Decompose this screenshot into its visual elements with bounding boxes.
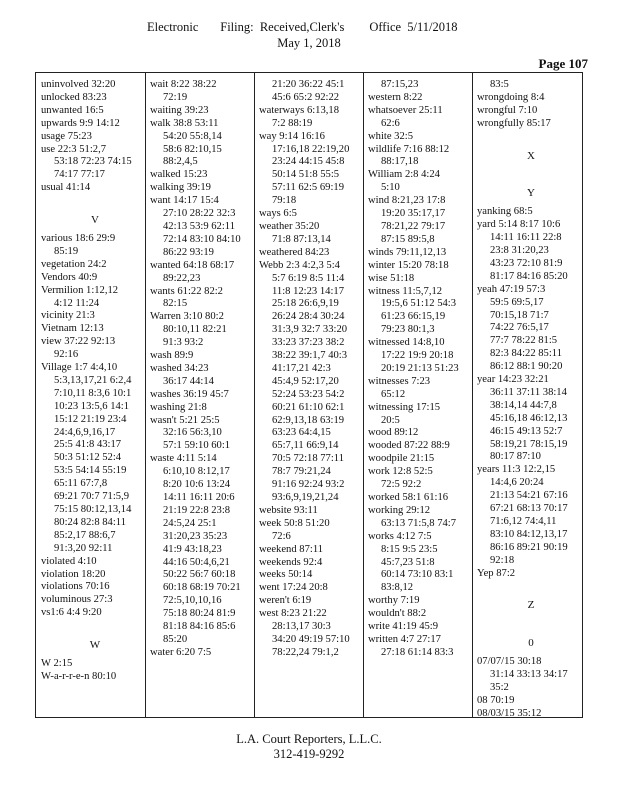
index-continuation: 8:15 9:5 23:5 — [381, 543, 438, 555]
index-entry: usage 75:23 — [41, 130, 92, 142]
index-entry: week 50:8 51:20 — [259, 517, 330, 529]
index-continuation: 78:22,24 79:1,2 — [272, 646, 339, 658]
index-continuation: 85:19 — [54, 245, 79, 257]
index-entry: uninvolved 32:20 — [41, 79, 116, 90]
index-entry: upwards 9:9 14:12 — [41, 117, 120, 129]
index-continuation: 19:20 35:17,17 — [381, 208, 446, 220]
index-entry: violated 4:10 — [41, 555, 97, 567]
index-continuation: 65:11 67:7,8 — [54, 478, 108, 490]
index-continuation: 88:2,4,5 — [163, 156, 198, 168]
index-entry: waste 4:11 5:14 — [150, 453, 217, 465]
index-continuation: 80:17 87:10 — [490, 451, 541, 463]
index-continuation: 43:23 72:10 81:9 — [490, 257, 563, 269]
index-entry: Village 1:7 4:4,10 — [41, 362, 118, 374]
index-continuation: 92:18 — [490, 554, 515, 566]
index-entry: wait 8:22 38:22 — [150, 79, 217, 90]
index-continuation: 50:22 56:7 60:18 — [163, 569, 236, 581]
index-entry: year 14:23 32:21 — [477, 374, 549, 386]
index-continuation: 85:2,17 88:6,7 — [54, 529, 116, 541]
index-entry: west 8:23 21:22 — [259, 608, 327, 620]
index-column-3 — [259, 79, 367, 711]
index-entry: various 18:6 29:9 — [41, 232, 116, 244]
index-entry: works 4:12 7:5 — [368, 530, 432, 542]
index-continuation: 72:14 83:10 84:10 — [163, 233, 241, 245]
index-entry: yanking 68:5 — [477, 206, 533, 218]
index-continuation: 71:6,12 74:4,11 — [490, 516, 557, 527]
index-entry: 07/07/15 30:18 — [477, 656, 542, 668]
index-entry: want 14:17 15:4 — [150, 195, 219, 207]
index-continuation: 38:14,14 44:7,8 — [490, 399, 557, 411]
index-continuation: 86:22 93:19 — [163, 246, 214, 258]
index-entry: weekends 92:4 — [259, 556, 323, 568]
index-continuation: 34:20 49:19 57:10 — [272, 633, 350, 645]
index-entry: winter 15:20 78:18 — [368, 259, 449, 271]
index-entry: way 9:14 16:16 — [259, 130, 325, 142]
index-continuation: 44:16 50:4,6,21 — [163, 556, 230, 568]
column-divider — [363, 73, 364, 717]
index-continuation: 80:10,11 82:21 — [163, 324, 227, 336]
filing-stamp: Electronic Filing: Received,Clerk's Office 5/11/2018 — [147, 20, 458, 34]
index-entry: written 4:7 27:17 — [368, 633, 441, 645]
index-continuation: 81:18 84:16 85:6 — [163, 621, 236, 633]
index-entry: wrongdoing 8:4 — [477, 91, 545, 103]
index-continuation: 8:20 10:6 13:24 — [163, 479, 231, 491]
index-entry: wind 8:21,23 17:8 — [368, 195, 446, 207]
index-continuation: 5:10 — [381, 182, 400, 194]
index-continuation: 31:20,23 35:23 — [163, 530, 228, 542]
letter-heading: Y — [527, 187, 535, 200]
index-continuation: 91:16 92:24 93:2 — [272, 479, 345, 491]
index-continuation: 38:22 39:1,7 40:3 — [272, 350, 348, 362]
index-continuation: 86:16 89:21 90:19 — [490, 541, 568, 553]
index-continuation: 50:3 51:12 52:4 — [54, 452, 122, 464]
index-continuation: 72:19 — [163, 91, 188, 103]
index-entry: worthy 7:19 — [368, 595, 420, 607]
index-continuation: 7:2 88:19 — [272, 117, 313, 129]
blank-line — [41, 620, 149, 633]
index-continuation: 79:18 — [272, 195, 297, 207]
index-entry: use 22:3 51:2,7 — [41, 143, 107, 155]
index-entry: wooded 87:22 88:9 — [368, 440, 450, 452]
index-entry: weekend 87:11 — [259, 543, 324, 555]
index-continuation: 10:23 13:5,6 14:1 — [54, 400, 130, 412]
index-continuation: 19:5,6 51:12 54:3 — [381, 298, 457, 310]
index-entry: weathered 84:23 — [259, 246, 330, 258]
index-entry: website 93:11 — [259, 504, 318, 516]
index-continuation: 59:5 69:5,17 — [490, 296, 544, 308]
index-continuation: 60:18 68:19 70:21 — [163, 582, 241, 594]
index-entry: 08 70:19 — [477, 694, 515, 706]
index-entry: witness 11:5,7,12 — [368, 285, 443, 297]
index-entry: unlocked 83:23 — [41, 91, 107, 103]
index-continuation: 65:7,11 66:9,14 — [272, 440, 339, 452]
index-entry: walk 38:8 53:11 — [150, 117, 219, 129]
index-entry: winds 79:11,12,13 — [368, 246, 447, 258]
index-continuation: 80:24 82:8 84:11 — [54, 516, 126, 528]
index-entry: yeah 47:19 57:3 — [477, 283, 546, 295]
index-continuation: 89:22,23 — [163, 272, 201, 284]
index-continuation: 6:10,10 8:12,17 — [163, 466, 230, 478]
index-entry: Vietnam 12:13 — [41, 323, 104, 335]
index-continuation: 17:22 19:9 20:18 — [381, 350, 454, 362]
index-continuation: 72:6 — [272, 530, 291, 542]
index-entry: yard 5:14 8:17 10:6 — [477, 219, 561, 231]
index-continuation: 57:1 59:10 60:1 — [163, 440, 231, 452]
index-continuation: 62:9,13,18 63:19 — [272, 414, 345, 426]
index-entry: weeks 50:14 — [259, 569, 313, 581]
index-continuation: 41:17,21 42:3 — [272, 362, 331, 374]
index-entry: wood 89:12 — [368, 427, 419, 439]
index-entry: waterways 6:13,18 — [259, 104, 340, 116]
index-continuation: 69:21 70:7 71:5,9 — [54, 491, 130, 503]
index-continuation: 83:5 — [490, 79, 509, 90]
index-entry: vs1:6 4:4 9:20 — [41, 607, 102, 619]
index-continuation: 53:18 72:23 74:15 — [54, 156, 132, 168]
index-entry: whatsoever 25:11 — [368, 104, 443, 116]
index-continuation: 82:3 84:22 85:11 — [490, 348, 562, 360]
index-entry: W-a-r-r-e-n 80:10 — [41, 670, 117, 682]
index-continuation: 58:19,21 78:15,19 — [490, 438, 568, 450]
index-continuation: 74:22 76:5,17 — [490, 322, 549, 334]
index-continuation: 78:7 79:21,24 — [272, 466, 331, 478]
blank-line — [477, 131, 585, 144]
letter-heading: W — [89, 639, 101, 652]
index-continuation: 36:11 37:11 38:14 — [490, 386, 567, 398]
index-entry: unwanted 16:5 — [41, 104, 104, 116]
index-continuation: 86:12 88:1 90:20 — [490, 361, 563, 373]
index-continuation: 7:10,11 8:3,6 10:1 — [54, 387, 132, 399]
index-entry: weren't 6:19 — [259, 595, 312, 607]
index-continuation: 91:3,20 92:11 — [54, 542, 113, 554]
index-continuation: 5:3,13,17,21 6:2,4 — [54, 374, 132, 386]
index-continuation: 31:14 33:13 34:17 — [490, 669, 568, 681]
blank-line — [477, 581, 585, 594]
index-continuation: 4:12 11:24 — [54, 297, 100, 309]
index-continuation: 17:16,18 22:19,20 — [272, 143, 350, 155]
index-entry: washed 34:23 — [150, 362, 209, 374]
blank-line — [41, 195, 149, 208]
index-entry: violation 18:20 — [41, 568, 106, 580]
index-entry: view 37:22 92:13 — [41, 336, 116, 348]
index-continuation: 27:10 28:22 32:3 — [163, 208, 236, 220]
index-continuation: 25:5 41:8 43:17 — [54, 439, 122, 451]
index-entry: vicinity 21:3 — [41, 310, 95, 322]
index-entry: wildlife 7:16 88:12 — [368, 143, 450, 155]
letter-heading: V — [91, 214, 99, 227]
index-continuation: 62:6 — [381, 117, 400, 129]
index-continuation: 14:11 16:11 20:6 — [163, 492, 235, 503]
index-entry: vegetation 24:2 — [41, 258, 107, 270]
index-continuation: 32:16 56:3,10 — [163, 427, 222, 439]
index-entry: wrongfully 85:17 — [477, 117, 551, 129]
page-footer — [0, 732, 618, 762]
index-continuation: 31:3,9 32:7 33:20 — [272, 324, 348, 336]
index-continuation: 46:15 49:13 52:7 — [490, 425, 563, 437]
index-continuation: 11:8 12:23 14:17 — [272, 285, 344, 297]
index-continuation: 79:23 80:1,3 — [381, 324, 435, 336]
index-continuation: 41:9 43:18,23 — [163, 543, 222, 555]
index-continuation: 23:24 44:15 45:8 — [272, 156, 345, 168]
index-entry: worked 58:1 61:16 — [368, 492, 449, 503]
index-continuation: 45:4,9 52:17,20 — [272, 375, 339, 387]
index-entry: western 8:22 — [368, 91, 423, 103]
index-continuation: 45:6 65:2 92:22 — [272, 91, 340, 103]
index-continuation: 77:7 78:22 81:5 — [490, 335, 558, 347]
index-continuation: 63:13 71:5,8 74:7 — [381, 517, 457, 529]
index-entry: waiting 39:23 — [150, 104, 209, 116]
index-continuation: 61:23 66:15,19 — [381, 311, 446, 323]
index-continuation: 27:18 61:14 83:3 — [381, 646, 454, 658]
index-continuation: 54:20 55:8,14 — [163, 130, 222, 142]
index-continuation: 58:6 82:10,15 — [163, 143, 222, 155]
index-entry: William 2:8 4:24 — [368, 169, 440, 181]
index-continuation: 88:17,18 — [381, 156, 419, 168]
index-continuation: 33:23 37:23 38:2 — [272, 337, 345, 349]
index-continuation: 78:21,22 79:17 — [381, 220, 446, 232]
index-continuation: 20:19 21:13 51:23 — [381, 362, 459, 374]
index-entry: wants 61:22 82:2 — [150, 285, 223, 297]
index-continuation: 87:15,23 — [381, 79, 419, 90]
index-continuation: 45:16,18 46:12,13 — [490, 412, 568, 424]
index-continuation: 70:15,18 71:7 — [490, 309, 549, 321]
index-entry: usual 41:14 — [41, 182, 91, 194]
index-continuation: 92:16 — [54, 349, 79, 361]
index-entry: walked 15:23 — [150, 169, 208, 181]
index-column-4 — [368, 79, 476, 711]
index-entry: Vendors 40:9 — [41, 271, 98, 283]
index-continuation: 15:12 21:19 23:4 — [54, 413, 127, 425]
index-continuation: 75:15 80:12,13,14 — [54, 504, 132, 515]
index-entry: ways 6:5 — [259, 208, 297, 220]
index-entry: washing 21:8 — [150, 401, 207, 413]
index-entry: voluminous 27:3 — [41, 594, 113, 606]
index-continuation: 85:20 — [163, 633, 188, 645]
index-continuation: 25:18 26:6,9,19 — [272, 298, 339, 310]
index-entry: white 32:5 — [368, 130, 414, 142]
footer-phone: 312-419-9292 — [273, 747, 345, 761]
index-continuation: 72:5,10,10,16 — [163, 595, 222, 607]
index-continuation: 67:21 68:13 70:17 — [490, 503, 568, 515]
letter-heading: 0 — [528, 637, 534, 650]
page-number: Page 107 — [538, 56, 588, 71]
index-continuation: 75:18 80:24 81:9 — [163, 608, 236, 620]
blank-line — [477, 618, 585, 631]
index-continuation: 70:5 72:18 77:11 — [272, 453, 344, 465]
index-continuation: 81:17 84:16 85:20 — [490, 270, 568, 282]
index-entry: witnesses 7:23 — [368, 375, 431, 387]
index-continuation: 82:15 — [163, 298, 188, 310]
index-continuation: 42:13 53:9 62:11 — [163, 220, 235, 232]
index-entry: witnessed 14:8,10 — [368, 337, 445, 349]
index-continuation: 24:4,6,9,16,17 — [54, 426, 116, 438]
index-entry: years 11:3 12:2,15 — [477, 464, 556, 476]
index-entry: Yep 87:2 — [477, 567, 516, 579]
index-entry: 08/03/15 35:12 — [477, 707, 542, 719]
index-entry: violations 70:16 — [41, 581, 110, 593]
index-entry: Warren 3:10 80:2 — [150, 311, 224, 323]
index-continuation: 26:24 28:4 30:24 — [272, 311, 345, 323]
index-box — [35, 72, 583, 718]
index-entry: wash 89:9 — [150, 350, 194, 362]
index-continuation: 20:5 — [381, 414, 400, 426]
index-continuation: 83:8,12 — [381, 582, 414, 594]
index-continuation: 14:11 16:11 22:8 — [490, 232, 562, 244]
index-continuation: 71:8 87:13,14 — [272, 233, 331, 245]
index-continuation: 36:17 44:14 — [163, 375, 214, 387]
index-entry: work 12:8 52:5 — [368, 466, 433, 478]
index-entry: Vermilion 1:12,12 — [41, 284, 119, 296]
index-continuation: 93:6,9,19,21,24 — [272, 492, 339, 503]
index-continuation: 74:17 77:17 — [54, 169, 105, 181]
index-entry: went 17:24 20:8 — [259, 582, 328, 594]
index-continuation: 5:7 6:19 8:5 11:4 — [272, 272, 345, 284]
index-continuation: 50:14 51:8 55:5 — [272, 169, 340, 181]
index-entry: water 6:20 7:5 — [150, 646, 212, 658]
index-entry: walking 39:19 — [150, 182, 211, 194]
column-divider — [145, 73, 146, 717]
index-entry: write 41:19 45:9 — [368, 621, 439, 633]
index-continuation: 21:20 36:22 45:1 — [272, 79, 345, 90]
index-entry: washes 36:19 45:7 — [150, 388, 229, 400]
index-continuation: 60:14 73:10 83:1 — [381, 569, 454, 581]
index-entry: wanted 64:18 68:17 — [150, 259, 235, 271]
index-entry: Webb 2:3 4:2,3 5:4 — [259, 259, 340, 271]
index-continuation: 14:4,6 20:24 — [490, 477, 544, 489]
index-entry: woodpile 21:15 — [368, 453, 435, 465]
column-divider — [254, 73, 255, 717]
index-entry: wise 51:18 — [368, 272, 415, 284]
letter-heading: Z — [527, 599, 535, 612]
index-entry: wasn't 5:21 25:5 — [150, 414, 220, 426]
index-continuation: 53:5 54:14 55:19 — [54, 465, 127, 477]
index-continuation: 72:5 92:2 — [381, 479, 422, 491]
index-continuation: 63:23 64:4,15 — [272, 427, 331, 439]
index-continuation: 45:7,23 51:8 — [381, 556, 435, 568]
index-continuation: 87:15 89:5,8 — [381, 233, 435, 245]
footer-company: L.A. Court Reporters, L.L.C. — [236, 732, 382, 746]
letter-heading: X — [527, 149, 535, 162]
index-entry: W 2:15 — [41, 657, 73, 669]
index-continuation: 91:3 93:2 — [163, 337, 204, 349]
index-entry: wouldn't 88:2 — [368, 608, 427, 620]
index-continuation: 24:5,24 25:1 — [163, 517, 217, 529]
index-continuation: 35:2 — [490, 681, 509, 693]
index-continuation: 65:12 — [381, 388, 406, 400]
index-continuation: 21:19 22:8 23:8 — [163, 504, 231, 516]
index-column-2 — [150, 79, 258, 711]
index-continuation: 21:13 54:21 67:16 — [490, 490, 568, 502]
column-divider — [472, 73, 473, 717]
index-continuation: 83:10 84:12,13,17 — [490, 528, 568, 540]
index-entry: witnessing 17:15 — [368, 401, 441, 413]
index-entry: weather 35:20 — [259, 220, 320, 232]
index-continuation: 57:11 62:5 69:19 — [272, 182, 344, 194]
index-continuation: 60:21 61:10 62:1 — [272, 401, 345, 413]
index-column-1 — [41, 79, 149, 711]
index-column-5 — [477, 79, 585, 719]
header-date: May 1, 2018 — [277, 36, 341, 50]
index-entry: working 29:12 — [368, 504, 431, 516]
index-continuation: 52:24 53:23 54:2 — [272, 388, 345, 400]
index-entry: wrongful 7:10 — [477, 104, 538, 116]
index-continuation: 28:13,17 30:3 — [272, 621, 331, 633]
index-continuation: 23:8 31:20,23 — [490, 244, 549, 256]
blank-line — [477, 168, 585, 181]
